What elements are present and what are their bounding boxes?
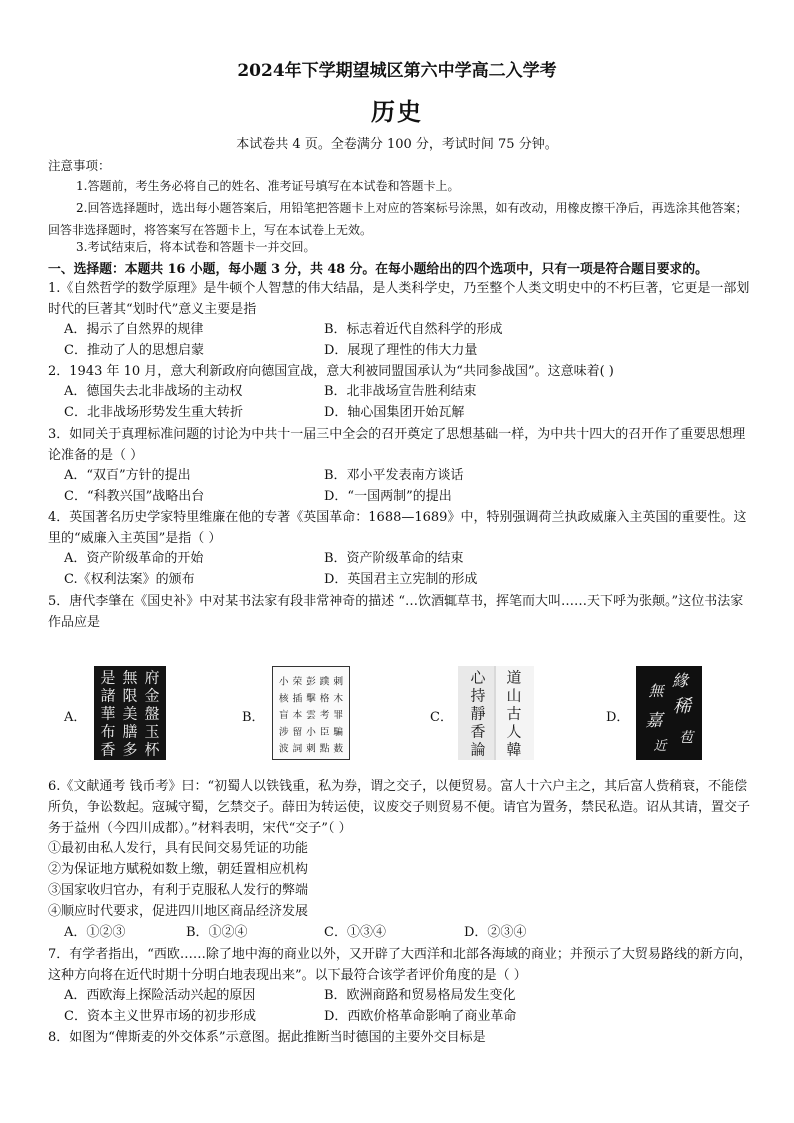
- question-3-stem: 3．如同关于真理标准问题的讨论为中共十一届三中全会的召开奠定了思想基础一样，为中共十四大的召开作了重要思想理论准备的是（ ）: [48, 427, 746, 463]
- calligraphy-glyph: 本: [292, 710, 303, 722]
- calligraphy-glyph: 持: [470, 686, 486, 705]
- calligraphy-glyph: 波: [278, 743, 289, 755]
- question-4-stem: 4．英国著名历史学家特里维廉在他的专著《英国革命：1688—1689》中，特别强调荷兰执政威廉入主英国的重要性。这里的“威廉入主英国”是指（ ）: [48, 510, 747, 546]
- calligraphy-glyph: 韓: [506, 740, 522, 759]
- note-2: 2.回答选择题时，选出每小题答案后，用铅笔把答题卡上对应的答案标号涂黑，如有改动，用橡皮擦干净后，再选涂其他答案；回答非选择题时，将答案写在答题卡上，写在本试卷上无效。: [48, 201, 748, 237]
- calligraphy-c-image[interactable]: [458, 666, 534, 760]
- question-6-statement-1: ①最初由私人发行，具有民间交易凭证的功能: [48, 841, 309, 856]
- calligraphy-glyph: 玉: [144, 722, 160, 741]
- question-6-statement-3: ③国家收归官办，有利于克服私人发行的弊端: [48, 883, 309, 898]
- question-3-option-d[interactable]: D．“一国两制”的提出: [324, 489, 452, 504]
- calligraphy-glyph: 緣: [671, 671, 689, 690]
- calligraphy-glyph: 臣: [319, 726, 330, 738]
- calligraphy-glyph: 布: [100, 722, 116, 741]
- calligraphy-glyph: 蹼: [319, 676, 330, 688]
- subject-title: 历史: [371, 97, 423, 126]
- calligraphy-glyph: 涉: [278, 726, 289, 738]
- calligraphy-glyph: 小: [278, 676, 289, 688]
- calligraphy-glyph: 山: [506, 686, 522, 705]
- question-5-option-b[interactable]: B．: [242, 710, 265, 725]
- calligraphy-glyph: 諸: [100, 686, 116, 705]
- question-8-stem: 8．如图为“俾斯麦的外交体系”示意图。据此推断当时德国的主要外交目标是: [48, 1030, 486, 1045]
- question-4-option-b[interactable]: B．资产阶级革命的结束: [324, 551, 464, 566]
- question-4-option-c[interactable]: C.《权利法案》的颁布: [64, 572, 195, 587]
- question-5-option-d[interactable]: D．: [606, 710, 630, 725]
- calligraphy-glyph: 雲: [306, 710, 316, 722]
- question-2-option-a[interactable]: A．德国失去北非战场的主动权: [64, 384, 243, 399]
- question-1-stem: 1.《自然哲学的数学原理》是牛顿个人智慧的伟大结晶，是人类科学史，乃至整个人类文明史中的不朽巨著，它更是一部划时代的巨著其“划时代”意义主要是指: [48, 281, 750, 317]
- calligraphy-glyph: 無: [648, 682, 664, 700]
- calligraphy-glyph: 格: [319, 693, 330, 705]
- section-title: 一、选择题：本题共 16 小题，每小题 3 分，共 48 分。在每小题给出的四个选项中，只有一项是符合题目要求的。: [48, 262, 708, 277]
- calligraphy-glyph: 擊: [306, 693, 316, 705]
- calligraphy-glyph: 人: [506, 722, 522, 741]
- question-1-option-d[interactable]: D．展现了理性的伟大力量: [324, 343, 478, 358]
- exam-info: 本试卷共 4 页。全卷满分 100 分，考试时间 75 分钟。: [236, 137, 558, 152]
- question-3-option-a[interactable]: A．“双百”方针的提出: [64, 468, 191, 483]
- calligraphy-glyph: 詞: [292, 743, 303, 755]
- question-6-option-b[interactable]: B．①②④: [186, 925, 248, 940]
- calligraphy-glyph: 靜: [470, 704, 486, 723]
- question-6-option-d[interactable]: D．②③④: [464, 925, 527, 940]
- calligraphy-glyph: 盲: [278, 710, 289, 722]
- calligraphy-glyph: 金: [144, 686, 160, 705]
- calligraphy-glyph: 限: [122, 686, 138, 705]
- question-4-option-a[interactable]: A．资产阶级革命的开始: [64, 551, 204, 566]
- notes-heading: 注意事项：: [48, 158, 111, 173]
- question-5-stem: 5．唐代李肇在《国史补》中对某书法家有段非常神奇的描述 “…饮酒辄草书，挥笔而大叫……天下呼为张颠。”这位书法家作品应是: [48, 594, 744, 630]
- calligraphy-glyph: 心: [470, 668, 486, 687]
- question-3-option-b[interactable]: B．邓小平发表南方谈话: [324, 468, 464, 483]
- calligraphy-glyph: 杯: [144, 740, 160, 759]
- note-3: 3.考试结束后，将本试卷和答题卡一并交回。: [76, 240, 316, 254]
- exam-title: 2024年下学期望城区第六中学高二入学考: [237, 61, 557, 81]
- calligraphy-glyph: 罪: [333, 710, 344, 722]
- note-1: 1.答题前，考生务必将自己的姓名、准考证号填写在本试卷和答题卡上。: [76, 179, 460, 193]
- question-1-option-c[interactable]: C．推动了人的思想启蒙: [64, 343, 204, 358]
- calligraphy-glyph: 古: [506, 704, 522, 723]
- calligraphy-glyph: 無: [122, 668, 138, 687]
- question-2-option-c[interactable]: C．北非战场形势发生重大转折: [64, 405, 243, 420]
- calligraphy-glyph: 府: [144, 668, 160, 687]
- calligraphy-b-svg: [273, 667, 349, 759]
- question-5-option-c[interactable]: C．: [430, 710, 453, 725]
- calligraphy-c-svg: [458, 666, 534, 760]
- calligraphy-glyph: 插: [292, 693, 303, 705]
- question-6-stem: 6.《文献通考 钱币考》曰：“初蜀人以铁钱重，私为券，谓之交子，以便贸易。富人十六户主之，其后富人赀稍衰，不能偿所负，争讼数起。寇瑊守蜀，乞禁交子。薛田为转运使，议废交子则贸易不便。请官为置务，禁民私造。诏从其请，置交子务于益州（今四川成都）。”材料表明，宋代“交子”（ ）: [48, 779, 751, 836]
- calligraphy-a-image[interactable]: [94, 666, 166, 760]
- calligraphy-glyph: 薮: [333, 743, 344, 755]
- question-6-option-c[interactable]: C．①③④: [324, 925, 386, 940]
- calligraphy-glyph: 刺: [333, 676, 344, 688]
- calligraphy-glyph: 稀: [673, 696, 691, 717]
- calligraphy-glyph: 膳: [122, 722, 138, 741]
- question-6-option-a[interactable]: A．①②③: [64, 925, 126, 940]
- calligraphy-d-svg: [636, 666, 702, 760]
- calligraphy-glyph: 論: [470, 740, 486, 759]
- question-7-option-d[interactable]: D．西欧价格革命影响了商业革命: [324, 1009, 517, 1024]
- question-2-option-d[interactable]: D．轴心国集团开始瓦解: [324, 405, 465, 420]
- question-2-stem: 2．1943 年 10 月，意大利新政府向德国宣战，意大利被同盟国承认为“共同参战国”。这意味着( ): [48, 364, 614, 379]
- calligraphy-d-image[interactable]: [636, 666, 702, 760]
- calligraphy-glyph: 盤: [144, 704, 160, 723]
- calligraphy-glyph: 是: [100, 668, 116, 687]
- calligraphy-glyph: 刺: [306, 743, 316, 755]
- calligraphy-glyph: 核: [278, 693, 289, 705]
- question-4-option-d[interactable]: D．英国君主立宪制的形成: [324, 572, 478, 587]
- question-7-option-a[interactable]: A．西欧海上探险活动兴起的原因: [64, 988, 256, 1003]
- calligraphy-glyph: 考: [319, 710, 330, 722]
- calligraphy-glyph: 多: [122, 740, 138, 759]
- calligraphy-glyph: 嘉: [645, 711, 663, 731]
- calligraphy-a-svg: [94, 666, 166, 760]
- calligraphy-glyph: 騙: [333, 726, 344, 738]
- calligraphy-glyph: 近: [653, 739, 667, 754]
- calligraphy-b-image[interactable]: [272, 666, 350, 760]
- question-7-option-b[interactable]: B．欧洲商路和贸易格局发生变化: [324, 988, 516, 1003]
- calligraphy-glyph: 道: [506, 668, 522, 687]
- calligraphy-glyph: 美: [122, 704, 138, 723]
- calligraphy-glyph: 點: [319, 743, 330, 755]
- question-6-statement-2: ②为保证地方赋税如数上缴，朝廷置相应机构: [48, 862, 309, 877]
- calligraphy-glyph: 香: [100, 740, 116, 759]
- calligraphy-glyph: 苞: [679, 730, 693, 746]
- question-7-option-c[interactable]: C．资本主义世界市场的初步形成: [64, 1009, 256, 1024]
- question-1-option-b[interactable]: B．标志着近代自然科学的形成: [324, 322, 503, 337]
- question-5-option-a[interactable]: A．: [64, 710, 87, 725]
- question-3-option-c[interactable]: C．“科教兴国”战略出台: [64, 489, 205, 504]
- calligraphy-glyph: 香: [470, 722, 486, 741]
- calligraphy-glyph: 留: [292, 726, 303, 738]
- calligraphy-glyph: 小: [306, 726, 316, 738]
- question-6-statement-4: ④顺应时代要求，促进四川地区商品经济发展: [48, 904, 309, 919]
- calligraphy-glyph: 彭: [306, 676, 316, 688]
- question-1-option-a[interactable]: A．揭示了自然界的规律: [64, 322, 204, 337]
- calligraphy-glyph: 荣: [292, 676, 303, 688]
- question-7-stem: 7．有学者指出，“西欧……除了地中海的商业以外，又开辟了大西洋和北部各海域的商业；并预示了大贸易路线的新方向，这种方向将在近代时期十分明白地表现出来”。以下最符合该学者评价角度的是（ ）: [48, 947, 752, 983]
- question-2-option-b[interactable]: B．北非战场宣告胜利结束: [324, 384, 477, 399]
- calligraphy-glyph: 華: [100, 704, 116, 723]
- calligraphy-glyph: 木: [333, 693, 344, 705]
